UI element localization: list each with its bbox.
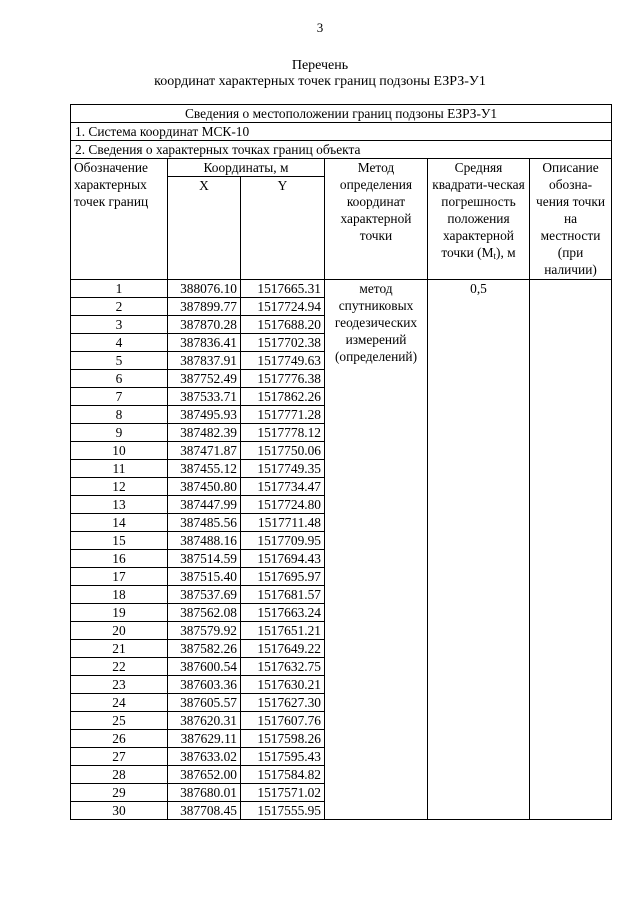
- x-coordinate: 387600.54: [168, 658, 241, 676]
- point-number: 28: [71, 766, 168, 784]
- y-coordinate: 1517630.21: [241, 676, 325, 694]
- x-coordinate: 388076.10: [168, 280, 241, 298]
- x-coordinate: 387447.99: [168, 496, 241, 514]
- y-coordinate: 1517595.43: [241, 748, 325, 766]
- coordinates-table: [70, 104, 612, 820]
- point-number: 22: [71, 658, 168, 676]
- y-coordinate: 1517627.30: [241, 694, 325, 712]
- y-coordinate: 1517778.12: [241, 424, 325, 442]
- point-number: 8: [71, 406, 168, 424]
- y-coordinate: 1517571.02: [241, 784, 325, 802]
- y-coordinate: 1517709.95: [241, 532, 325, 550]
- point-number: 18: [71, 586, 168, 604]
- point-number: 15: [71, 532, 168, 550]
- y-coordinate: 1517734.47: [241, 478, 325, 496]
- point-number: 21: [71, 640, 168, 658]
- description-value: [530, 280, 612, 820]
- x-coordinate: 387836.41: [168, 334, 241, 352]
- point-number: 29: [71, 784, 168, 802]
- col-header-error-main: Средняя квадрати-ческая погрешность положения характерной точки (M: [432, 160, 525, 260]
- y-coordinate: 1517681.57: [241, 586, 325, 604]
- col-header-coordinates: Координаты, м: [168, 159, 325, 177]
- x-coordinate: 387533.71: [168, 388, 241, 406]
- point-number: 2: [71, 298, 168, 316]
- point-number: 9: [71, 424, 168, 442]
- x-coordinate: 387579.92: [168, 622, 241, 640]
- y-coordinate: 1517607.76: [241, 712, 325, 730]
- x-coordinate: 387837.91: [168, 352, 241, 370]
- table-row: [71, 280, 612, 298]
- point-number: 24: [71, 694, 168, 712]
- y-coordinate: 1517862.26: [241, 388, 325, 406]
- y-coordinate: 1517694.43: [241, 550, 325, 568]
- x-coordinate: 387488.16: [168, 532, 241, 550]
- x-coordinate: 387495.93: [168, 406, 241, 424]
- x-coordinate: 387752.49: [168, 370, 241, 388]
- y-coordinate: 1517649.22: [241, 640, 325, 658]
- point-number: 16: [71, 550, 168, 568]
- x-coordinate: 387870.28: [168, 316, 241, 334]
- col-header-y: Y: [241, 177, 325, 280]
- x-coordinate: 387514.59: [168, 550, 241, 568]
- point-number: 19: [71, 604, 168, 622]
- x-coordinate: 387680.01: [168, 784, 241, 802]
- point-number: 30: [71, 802, 168, 820]
- point-number: 7: [71, 388, 168, 406]
- y-coordinate: 1517711.48: [241, 514, 325, 532]
- points-info-row: 2. Сведения о характерных точках границ объекта: [71, 141, 612, 159]
- col-header-description: Описание обозна-чения точки на местности (при наличии): [530, 159, 612, 280]
- point-number: 4: [71, 334, 168, 352]
- point-number: 11: [71, 460, 168, 478]
- y-coordinate: 1517771.28: [241, 406, 325, 424]
- x-coordinate: 387455.12: [168, 460, 241, 478]
- x-coordinate: 387562.08: [168, 604, 241, 622]
- x-coordinate: 387652.00: [168, 766, 241, 784]
- col-header-method: Метод определения координат характерной точки: [325, 159, 428, 280]
- y-coordinate: 1517724.80: [241, 496, 325, 514]
- x-coordinate: 387450.80: [168, 478, 241, 496]
- point-number: 13: [71, 496, 168, 514]
- y-coordinate: 1517555.95: [241, 802, 325, 820]
- point-number: 10: [71, 442, 168, 460]
- y-coordinate: 1517665.31: [241, 280, 325, 298]
- y-coordinate: 1517632.75: [241, 658, 325, 676]
- x-coordinate: 387482.39: [168, 424, 241, 442]
- x-coordinate: 387537.69: [168, 586, 241, 604]
- col-header-error: [428, 159, 530, 280]
- y-coordinate: 1517749.63: [241, 352, 325, 370]
- point-number: 1: [71, 280, 168, 298]
- x-coordinate: 387605.57: [168, 694, 241, 712]
- point-number: 14: [71, 514, 168, 532]
- y-coordinate: 1517584.82: [241, 766, 325, 784]
- col-header-error-tail: ), м: [496, 245, 516, 260]
- y-coordinate: 1517695.97: [241, 568, 325, 586]
- y-coordinate: 1517598.26: [241, 730, 325, 748]
- point-number: 26: [71, 730, 168, 748]
- point-number: 25: [71, 712, 168, 730]
- x-coordinate: 387485.56: [168, 514, 241, 532]
- method-value: метод спутниковых геодезических измерений (определений): [325, 280, 428, 820]
- x-coordinate: 387515.40: [168, 568, 241, 586]
- y-coordinate: 1517702.38: [241, 334, 325, 352]
- col-header-error-sub: t: [493, 251, 497, 261]
- col-header-point: Обозначение характерных точек границ: [71, 159, 168, 280]
- x-coordinate: 387582.26: [168, 640, 241, 658]
- y-coordinate: 1517663.24: [241, 604, 325, 622]
- coordinate-system-row: 1. Система координат МСК-10: [71, 123, 612, 141]
- point-number: 27: [71, 748, 168, 766]
- point-number: 6: [71, 370, 168, 388]
- x-coordinate: 387629.11: [168, 730, 241, 748]
- x-coordinate: 387471.87: [168, 442, 241, 460]
- section-header: Сведения о местоположении границ подзоны ЕЗРЗ-У1: [71, 105, 612, 123]
- x-coordinate: 387603.36: [168, 676, 241, 694]
- col-header-x: X: [168, 177, 241, 280]
- x-coordinate: 387708.45: [168, 802, 241, 820]
- y-coordinate: 1517750.06: [241, 442, 325, 460]
- point-number: 12: [71, 478, 168, 496]
- document-subtitle: координат характерных точек границ подзоны ЕЗРЗ-У1: [154, 74, 486, 89]
- point-number: 20: [71, 622, 168, 640]
- point-number: 5: [71, 352, 168, 370]
- y-coordinate: 1517776.38: [241, 370, 325, 388]
- point-number: 17: [71, 568, 168, 586]
- y-coordinate: 1517749.35: [241, 460, 325, 478]
- x-coordinate: 387620.31: [168, 712, 241, 730]
- point-number: 23: [71, 676, 168, 694]
- y-coordinate: 1517651.21: [241, 622, 325, 640]
- error-value: 0,5: [428, 280, 530, 820]
- x-coordinate: 387633.02: [168, 748, 241, 766]
- point-number: 3: [71, 316, 168, 334]
- y-coordinate: 1517724.94: [241, 298, 325, 316]
- document-title: Перечень: [291, 58, 349, 73]
- x-coordinate: 387899.77: [168, 298, 241, 316]
- y-coordinate: 1517688.20: [241, 316, 325, 334]
- page-number: 3: [316, 20, 324, 35]
